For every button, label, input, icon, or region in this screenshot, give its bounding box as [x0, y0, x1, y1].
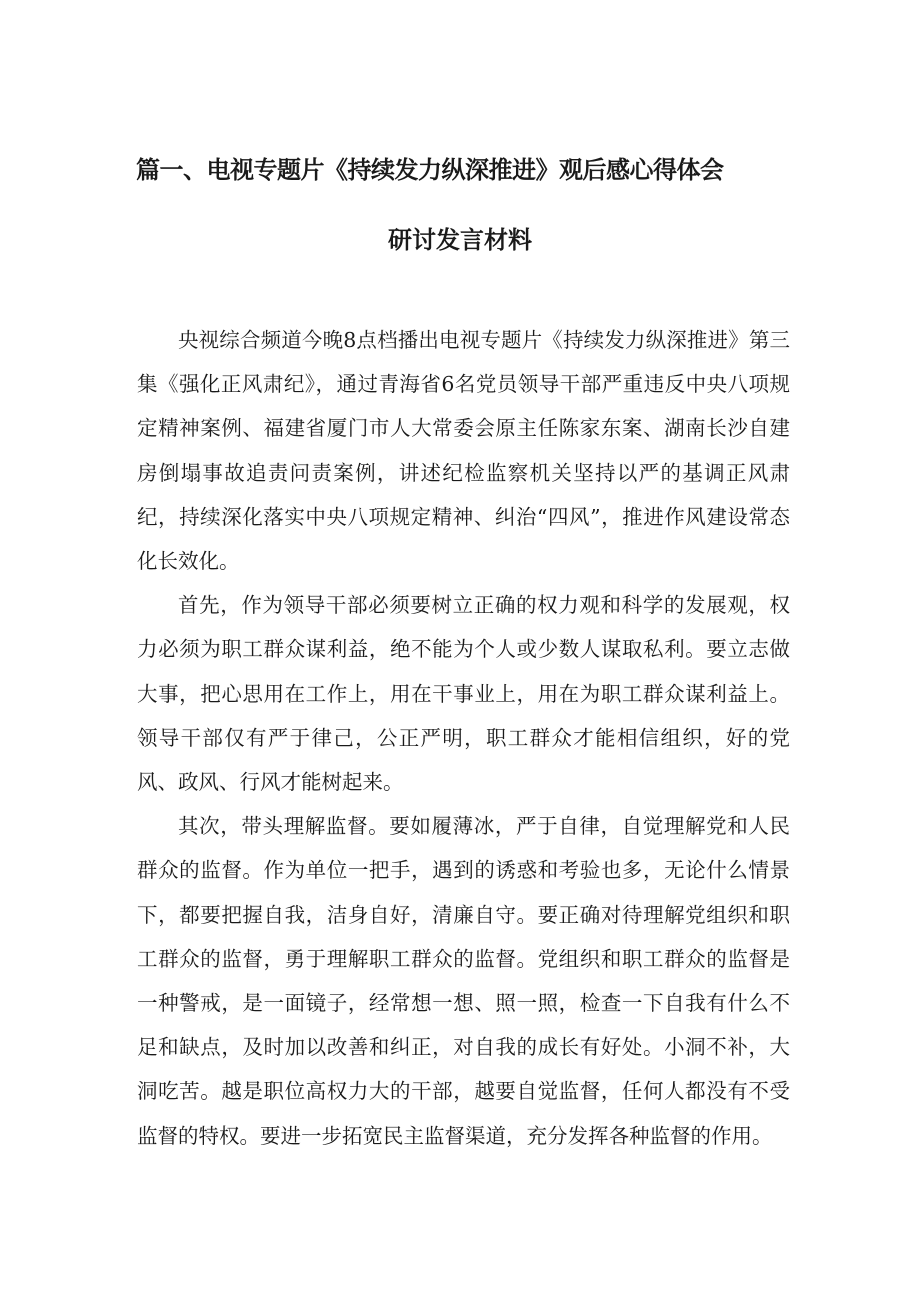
- paragraph-second: 其次，带头理解监督。要如履薄冰，严于自律，自觉理解党和人民群众的监督。作为单位一把手，遇到的诱惑和考验也多，无论什么情景下，都要把握自我，洁身自好，清廉自守。要正确对待理解党组织和职工群众的监督，勇于理解职工群众的监督。党组织和职工群众的监督是一种警戒，是一面镜子，经常想一想、照一照，检查一下自我有什么不足和缺点，及时加以改善和纠正，对自我的成长有好处。小洞不补，大洞吃苦。越是职位高权力大的干部，越要自觉监督，任何人都没有不受监督的特权。要进一步拓宽民主监督渠道，充分发挥各种监督的作用。: [137, 814, 790, 1148]
- document-subtitle: 研讨发言材料: [388, 226, 532, 254]
- paragraph-intro: 央视综合频道今晚8点档播出电视专题片《持续发力纵深推进》第三集《强化正风肃纪》，通过青海省6名党员领导干部严重违反中央八项规定精神案例、福建省厦门市人大常委会原主任陈家东案、湖南长沙自建房倒塌事故追责问责案例，讲述纪检监察机关坚持以严的基调正风肃纪，持续深化落实中央八项规定精神、纠治“四风”，推进作风建设常态化长效化。: [137, 328, 790, 574]
- paragraph-first: 首先，作为领导干部必须要树立正确的权力观和科学的发展观，权力必须为职工群众谋利益，绝不能为个人或少数人谋取私利。要立志做大事，把心思用在工作上，用在干事业上，用在为职工群众谋利益上。领导干部仅有严于律己，公正严明，职工群众才能相信组织，好的党风、政风、行风才能树起来。: [137, 593, 790, 795]
- document-body: [137, 318, 790, 1158]
- document-title: 篇一、电视专题片《持续发力纵深推进》观后感心得体会: [136, 156, 724, 184]
